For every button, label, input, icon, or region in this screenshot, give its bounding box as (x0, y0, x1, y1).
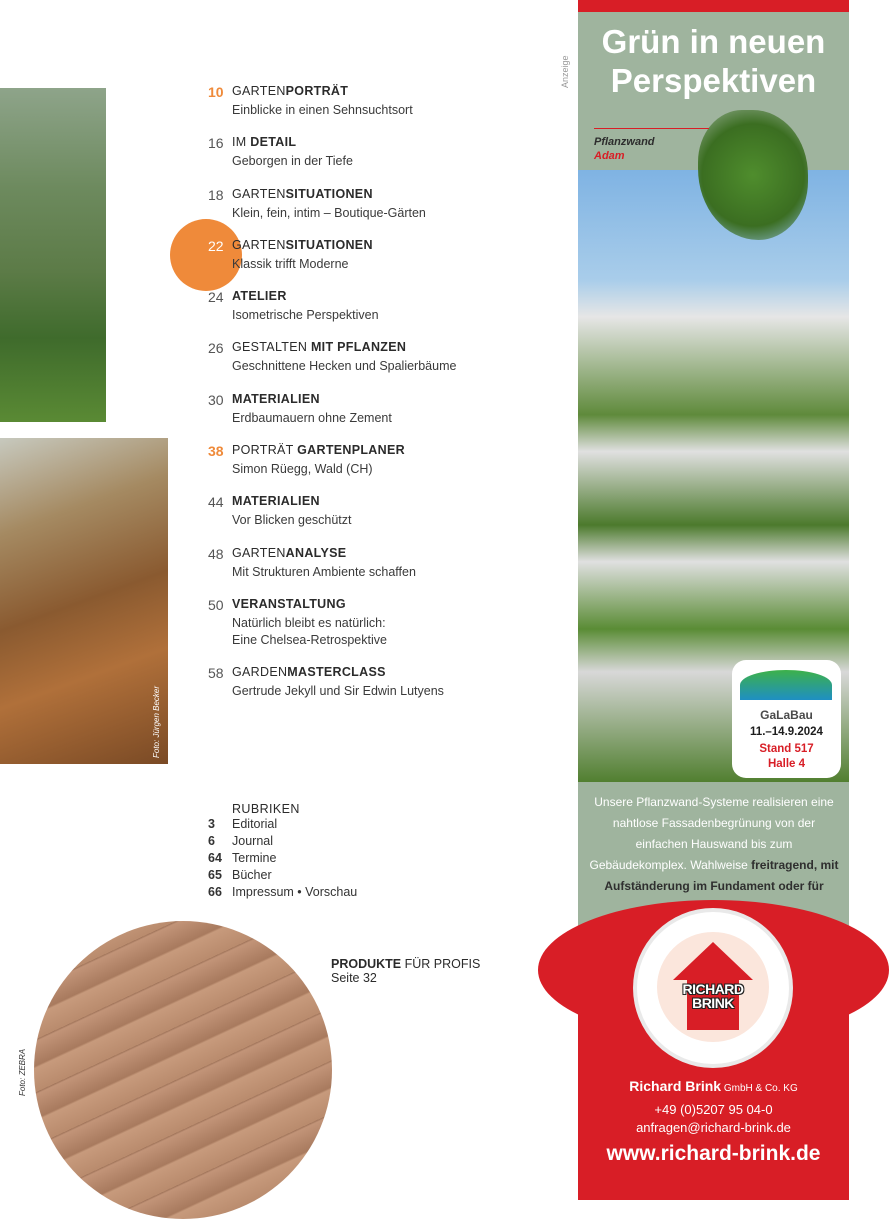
rubriken-section (208, 802, 357, 902)
toc-entry[interactable] (208, 392, 568, 443)
products-page: Seite 32 (331, 971, 377, 985)
toc-page-number: 16 (208, 135, 224, 152)
rubriken-heading: RUBRIKEN (232, 802, 300, 816)
toc-title: GARTENPORTRÄT (232, 84, 349, 98)
toc-entry[interactable] (208, 340, 568, 391)
toc-subtitle: Simon Rüegg, Wald (CH) (232, 462, 373, 477)
toc-subtitle: Mit Strukturen Ambiente schaffen (232, 564, 416, 579)
galabau-name: GaLaBau (760, 708, 813, 722)
toc-subtitle: Klassik trifft Moderne (232, 256, 349, 271)
toc-subtitle: Vor Blicken geschützt (232, 513, 352, 528)
products-title: PRODUKTE FÜR PROFIS (331, 957, 481, 971)
toc-entry[interactable] (208, 665, 568, 716)
toc-subtitle: Geborgen in der Tiefe (232, 154, 353, 169)
ad-body-text: Unsere Pflanzwand-Systeme realisieren eine nahtlose Fassadenbegrünung von der einfachen Hauswand bis zum Gebäudekomplex. Wahlweise freitragend, mit Aufständerung im Fundament oder für (589, 795, 839, 893)
toc-entry[interactable] (208, 238, 568, 289)
photo-credit-willow: Foto: Jürgen Becker (152, 685, 161, 758)
toc-subtitle: Geschnittene Hecken und Spalierbäume (232, 359, 457, 374)
house-logo-icon: RICHARD BRINK (657, 932, 769, 1042)
toc-subtitle: Natürlich bleibt es natürlich: Eine Chelsea-Retrospektive (232, 615, 387, 647)
ad-label: Anzeige (560, 55, 570, 88)
toc-title: GESTALTEN MIT PFLANZEN (232, 340, 407, 355)
toc-subtitle: Gertrude Jekyll und Sir Edwin Lutyens (232, 683, 444, 698)
toc-title: MATERIALIEN (232, 494, 320, 509)
products-teaser[interactable] (331, 957, 480, 985)
toc-subtitle: Erdbaumauern ohne Zement (232, 410, 392, 425)
toc-page-number: 18 (208, 186, 224, 203)
toc-entry[interactable] (208, 443, 568, 494)
photo-credit-deck: Foto: ZEBRA (18, 1048, 27, 1096)
toc-page-number: 50 (208, 596, 224, 613)
toc-title: PORTRÄT GARTENPLANER (232, 443, 405, 458)
toc-page-number: 38 (208, 443, 224, 460)
toc-entry[interactable] (208, 135, 568, 186)
galabau-logo-icon (740, 670, 832, 700)
rubriken-item[interactable]: 66 Impressum • Vorschau (208, 885, 358, 899)
willow-sculpture-photo (0, 438, 168, 764)
company-phone[interactable]: +49 (0)5207 95 04-0 (654, 1102, 773, 1117)
company-email[interactable]: anfragen@richard-brink.de (636, 1120, 791, 1135)
company-website[interactable]: www.richard-brink.de (606, 1142, 821, 1165)
richard-brink-logo[interactable] (637, 912, 789, 1064)
rubriken-item[interactable]: 6 Journal (208, 834, 273, 848)
rubriken-item[interactable]: 64 Termine (208, 851, 277, 865)
olive-garden-photo (0, 88, 106, 422)
toc-entry[interactable] (208, 597, 568, 665)
toc-page-number: 44 (208, 494, 224, 511)
ad-headline: Grün in neuen Perspektiven (601, 23, 826, 99)
toc-entry[interactable] (208, 289, 568, 340)
toc-page-number: 10 (208, 84, 224, 100)
rubriken-item[interactable]: 65 Bücher (208, 868, 272, 882)
toc-entry[interactable] (208, 187, 568, 238)
galabau-stand: Stand 517 Halle 4 (759, 743, 814, 770)
toc-subtitle: Klein, fein, intim – Boutique-Gärten (232, 205, 426, 220)
toc-page-number: 26 (208, 340, 224, 357)
toc-title: GARTENSITUATIONEN (232, 237, 373, 252)
galabau-badge (732, 660, 841, 778)
toc-page-number: 58 (208, 664, 224, 681)
toc-page-number: 30 (208, 391, 224, 408)
toc-subtitle: Isometrische Perspektiven (232, 308, 379, 323)
toc-entry[interactable] (208, 84, 568, 135)
toc-title: IM DETAIL (232, 135, 297, 150)
table-of-contents (208, 84, 568, 716)
toc-page-number: 48 (208, 545, 224, 562)
plant-label-line (594, 128, 709, 129)
rubriken-item[interactable]: 3 Editorial (208, 817, 278, 831)
toc-title: GARTENSITUATIONEN (232, 186, 373, 201)
ad-top-bar (578, 0, 849, 12)
toc-entry[interactable] (208, 494, 568, 545)
toc-subtitle: Einblicke in einen Sehnsuchtsort (232, 103, 413, 117)
plant-label: Pflanzwand Adam (594, 136, 655, 162)
toc-title: VERANSTALTUNG (232, 596, 346, 611)
deck-cooler-photo (34, 921, 332, 1219)
toc-title: ATELIER (232, 289, 287, 304)
company-name: Richard Brink GmbH & Co. KG (629, 1078, 798, 1094)
toc-title: MATERIALIEN (232, 391, 320, 406)
toc-title: GARDENMASTERCLASS (232, 664, 386, 679)
toc-page-number: 22 (208, 237, 224, 254)
galabau-date: 11.–14.9.2024 (750, 726, 823, 738)
advertisement[interactable] (578, 0, 849, 1200)
toc-title: GARTENANALYSE (232, 545, 347, 560)
toc-page-number: 24 (208, 289, 224, 306)
toc-entry[interactable] (208, 546, 568, 597)
